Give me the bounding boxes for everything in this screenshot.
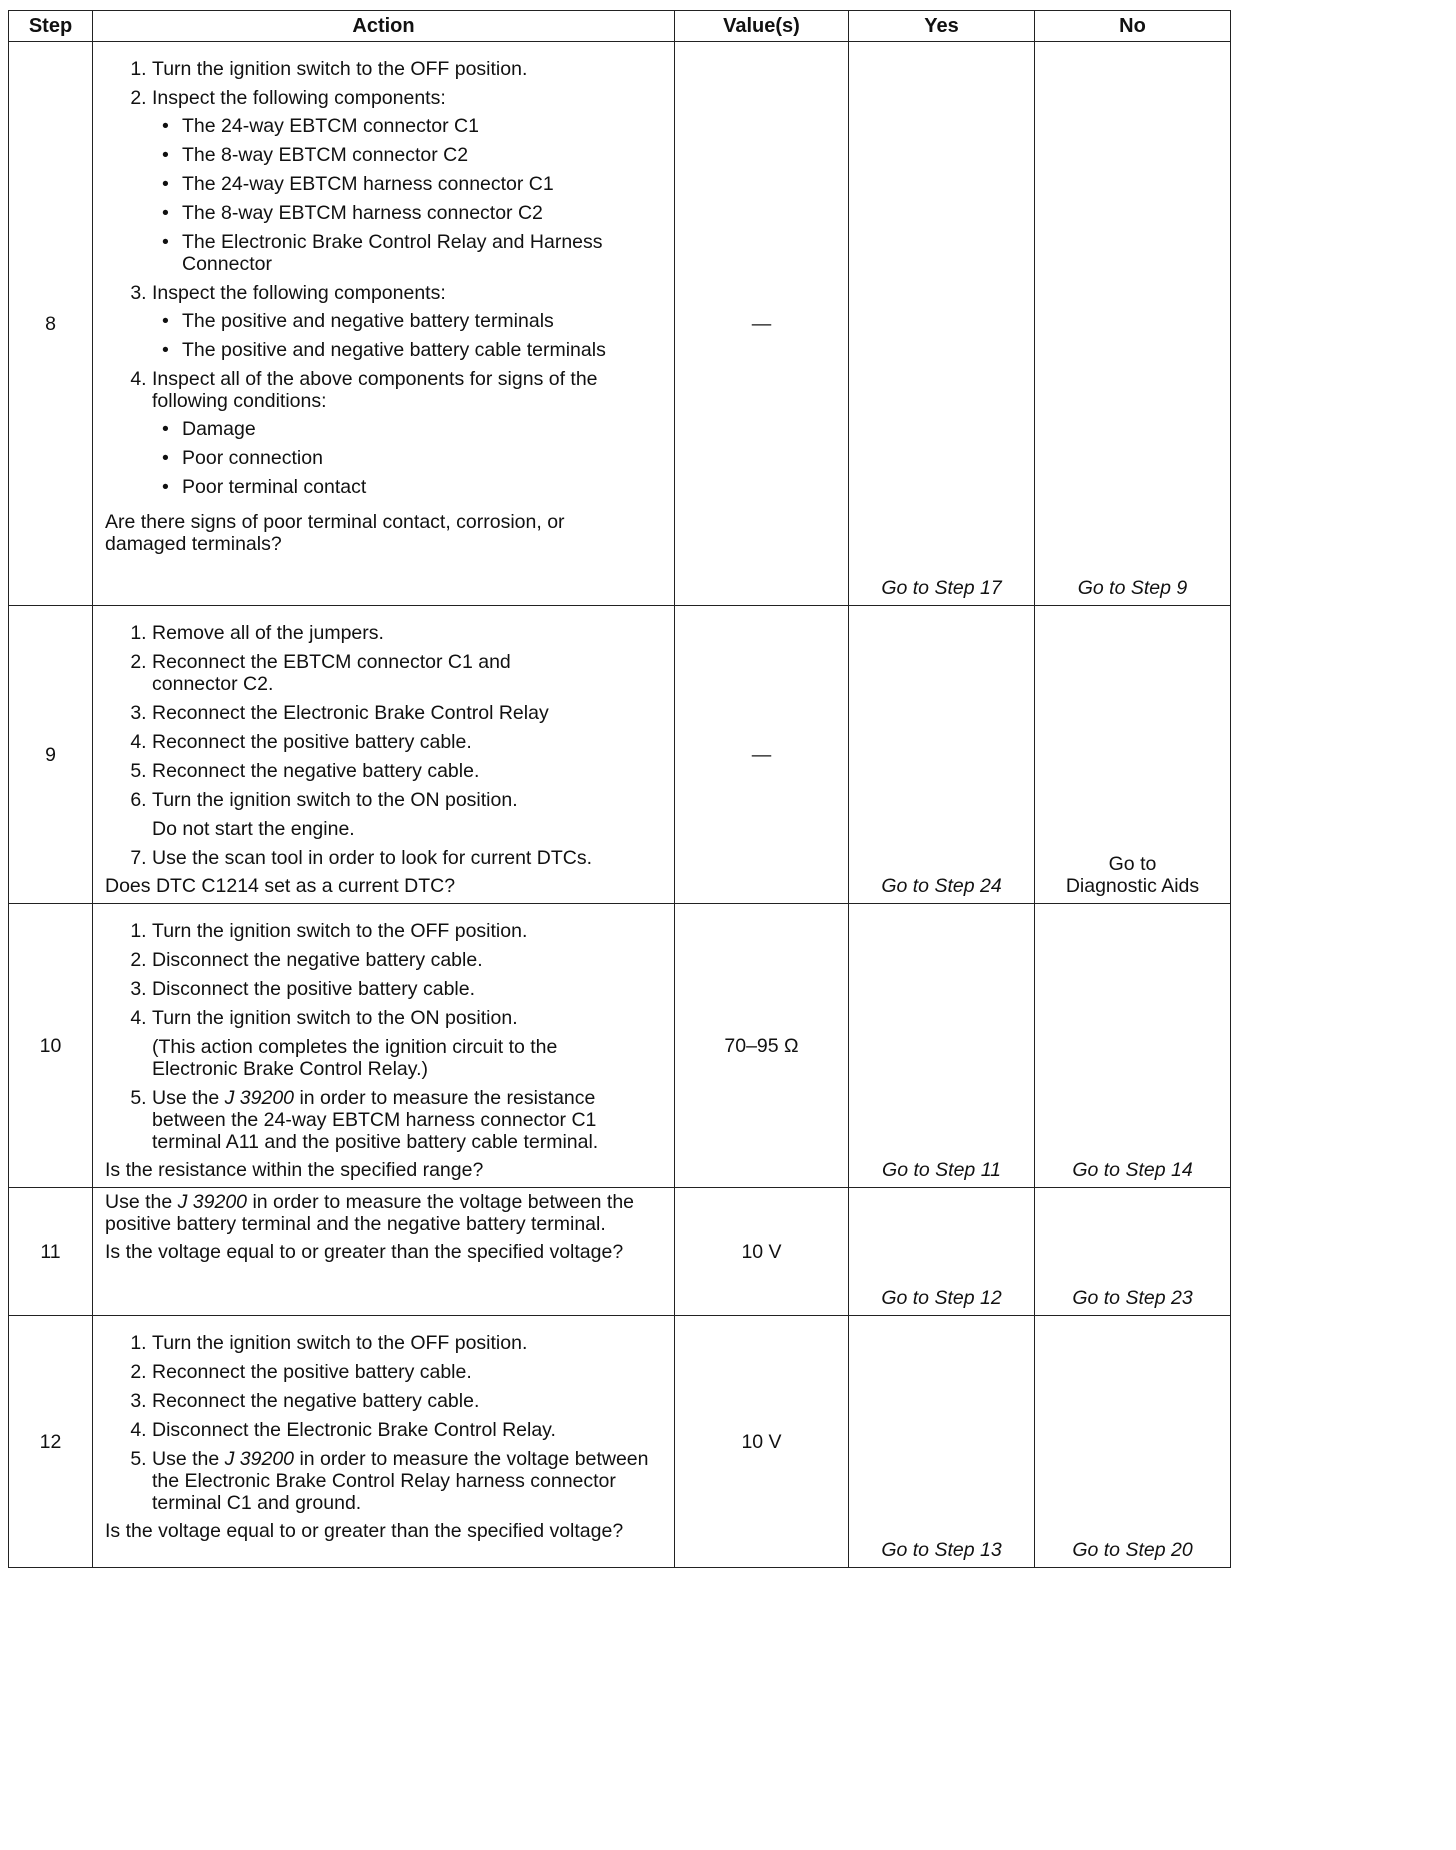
- action-step: 1. Turn the ignition switch to the OFF position.: [152, 920, 664, 942]
- action-step: 4. Reconnect the positive battery cable.: [152, 731, 664, 753]
- sub-item: • The positive and negative battery cable terminals: [152, 339, 664, 361]
- action-text: Use the J 39200 in order to measure the voltage between the positive battery terminal and the negative battery terminal.: [105, 1191, 635, 1235]
- action-step: 3. Inspect the following components: • The positive and negative battery terminals • The positive and negative battery cable terminals: [152, 282, 664, 361]
- header-values: Value(s): [675, 11, 849, 42]
- table-row-step-9: [9, 606, 1231, 904]
- diagnostic-table: [8, 10, 1231, 1568]
- action-steps: [105, 920, 664, 1153]
- no-result: Go to Step 14: [1035, 904, 1231, 1188]
- tool-reference: J 39200: [177, 1191, 248, 1213]
- action-cell: [93, 904, 675, 1188]
- sub-item: • The 24-way EBTCM harness connector C1: [152, 173, 664, 195]
- table-row-step-10: [9, 904, 1231, 1188]
- table-row-step-11: [9, 1188, 1231, 1316]
- sub-item: • Poor connection: [152, 447, 664, 469]
- action-step: 3. Reconnect the negative battery cable.: [152, 1390, 664, 1412]
- action-steps: [105, 1332, 664, 1514]
- table-header-row: [9, 11, 1231, 42]
- yes-result: Go to Step 11: [849, 904, 1035, 1188]
- value-cell: —: [675, 606, 849, 904]
- tool-reference: J 39200: [224, 1087, 295, 1109]
- action-step: 4. Inspect all of the above components for signs of the following conditions: • Damage • Poor connection • Poor terminal contact: [152, 368, 664, 498]
- action-steps: [105, 58, 664, 505]
- yes-result: Go to Step 24: [849, 606, 1035, 904]
- action-step: 1. Turn the ignition switch to the OFF position.: [152, 58, 664, 80]
- step-number: 9: [9, 606, 93, 904]
- action-cell: [93, 42, 675, 606]
- sub-item: • The 24-way EBTCM connector C1: [152, 115, 664, 137]
- sub-item: • The Electronic Brake Control Relay and Harness Connector: [152, 231, 652, 275]
- action-step: 2. Disconnect the negative battery cable.: [152, 949, 664, 971]
- step-number: 10: [9, 904, 93, 1188]
- action-steps: [105, 622, 664, 869]
- sub-item: • The 8-way EBTCM connector C2: [152, 144, 664, 166]
- action-note: Do not start the engine.: [152, 818, 355, 840]
- action-step: 1. Remove all of the jumpers.: [152, 622, 664, 644]
- step-number: 11: [9, 1188, 93, 1316]
- sub-item: • The positive and negative battery terminals: [152, 310, 664, 332]
- action-step: 2. Inspect the following components: • The 24-way EBTCM connector C1 • The 8-way EBTCM connector C2 • The 24-way EBTCM harness connector C1 • The 8-way EBTCM harness connector C2 • The Electronic Brake Control Relay and Harness Connector: [152, 87, 664, 275]
- action-note: (This action completes the ignition circuit to the Electronic Brake Control Relay.): [152, 1036, 558, 1080]
- header-no: No: [1035, 11, 1231, 42]
- sub-item: • Damage: [152, 418, 664, 440]
- action-step: 2. Reconnect the EBTCM connector C1 and connector C2.: [152, 651, 552, 695]
- action-cell: [93, 1188, 675, 1316]
- step-number: 12: [9, 1316, 93, 1568]
- action-step: 3. Disconnect the positive battery cable.: [152, 978, 664, 1000]
- header-yes: Yes: [849, 11, 1035, 42]
- value-cell: 10 V: [675, 1188, 849, 1316]
- no-result: Go to Step 23: [1035, 1188, 1231, 1316]
- no-result-line-2: Diagnostic Aids: [1065, 875, 1200, 897]
- tool-reference: J 39200: [224, 1448, 295, 1470]
- step-number: 8: [9, 42, 93, 606]
- action-step: 5. Use the J 39200 in order to measure the resistance between the 24-way EBTCM harness connector C1 terminal A11 and the positive battery cable terminal.: [152, 1087, 664, 1153]
- action-step: 5. Reconnect the negative battery cable.: [152, 760, 664, 782]
- header-action: Action: [93, 11, 675, 42]
- value-cell: 70–95 Ω: [675, 904, 849, 1188]
- value-cell: 10 V: [675, 1316, 849, 1568]
- action-question: Is the voltage equal to or greater than the specified voltage?: [105, 1520, 624, 1542]
- action-step: 2. Reconnect the positive battery cable.: [152, 1361, 664, 1383]
- value-cell: —: [675, 42, 849, 606]
- no-result: Go to Step 9: [1035, 42, 1231, 606]
- sub-item: • The 8-way EBTCM harness connector C2: [152, 202, 664, 224]
- yes-result: Go to Step 12: [849, 1188, 1035, 1316]
- action-cell: [93, 1316, 675, 1568]
- action-step: 7. Use the scan tool in order to look for current DTCs.: [152, 847, 664, 869]
- action-step: 6. Turn the ignition switch to the ON position. Do not start the engine.: [152, 789, 664, 840]
- action-question: Is the resistance within the specified range?: [105, 1159, 484, 1181]
- table-row-step-12: [9, 1316, 1231, 1568]
- action-cell: [93, 606, 675, 904]
- action-question: Does DTC C1214 set as a current DTC?: [105, 875, 456, 897]
- action-step: 4. Turn the ignition switch to the ON position. (This action completes the ignition circuit to the Electronic Brake Control Relay.): [152, 1007, 664, 1080]
- table-row-step-8: [9, 42, 1231, 606]
- action-question: Are there signs of poor terminal contact, corrosion, or damaged terminals?: [105, 511, 565, 555]
- action-step: 1. Turn the ignition switch to the OFF position.: [152, 1332, 664, 1354]
- no-result: [1035, 606, 1231, 904]
- no-result-line-1: Go to: [1108, 853, 1157, 875]
- action-step: 4. Disconnect the Electronic Brake Control Relay.: [152, 1419, 664, 1441]
- sub-item: • Poor terminal contact: [152, 476, 664, 498]
- yes-result: Go to Step 13: [849, 1316, 1035, 1568]
- action-step: 5. Use the J 39200 in order to measure the voltage between the Electronic Brake Control Relay harness connector terminal C1 and ground.: [152, 1448, 664, 1514]
- header-step: Step: [9, 11, 93, 42]
- action-step: 3. Reconnect the Electronic Brake Control Relay: [152, 702, 664, 724]
- action-question: Is the voltage equal to or greater than the specified voltage?: [105, 1241, 624, 1263]
- no-result: Go to Step 20: [1035, 1316, 1231, 1568]
- yes-result: Go to Step 17: [849, 42, 1035, 606]
